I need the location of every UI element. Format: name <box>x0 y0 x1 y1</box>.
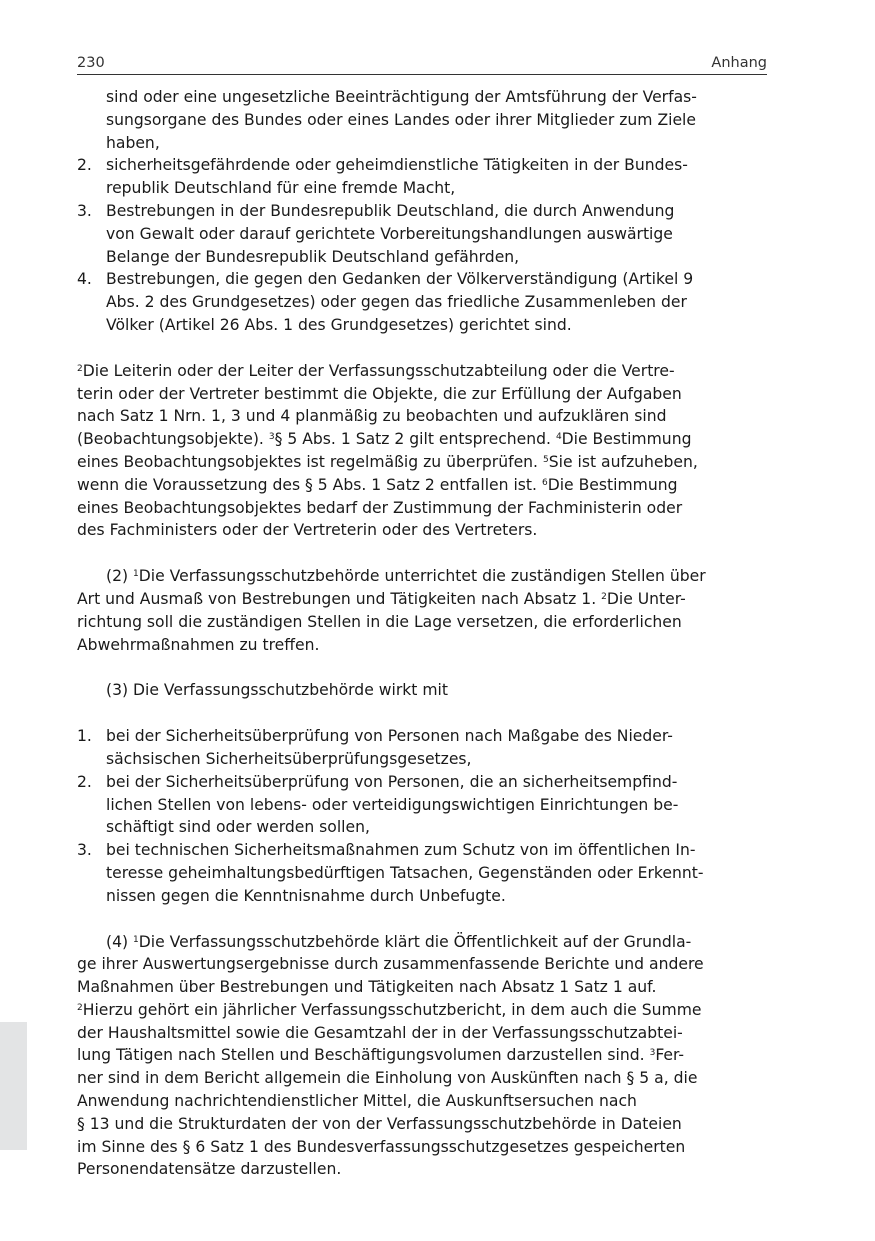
running-header <box>77 52 767 75</box>
list-item <box>77 839 767 862</box>
sentence-number: 1 <box>133 934 139 945</box>
paragraph-line: Personendatensätze darzustellen. <box>77 1160 342 1179</box>
sentence-number: 5 <box>542 454 549 465</box>
list-text-line: nissen gegen die Kenntnisnahme durch Unbefugte. <box>106 886 506 905</box>
section-title: Anhang <box>711 55 767 71</box>
paragraph-line: im Sinne des § 6 Satz 1 des Bundesverfassungsschutzgesetzes gespeicherten <box>77 1137 686 1156</box>
paragraph-line: wenn die Voraussetzung des § 5 Abs. 1 Satz 2 entfallen ist. <box>77 475 542 494</box>
paragraph-label: (2) <box>106 567 134 586</box>
paragraph-4 <box>77 931 767 1182</box>
sentence-number: 3 <box>268 432 275 443</box>
sentence-number: 4 <box>555 432 562 443</box>
paragraph-line: der Haushaltsmittel sowie die Gesamtzahl der in der Verfassungsschutzabtei- <box>77 1023 683 1042</box>
paragraph-line: Maßnahmen über Bestrebungen und Tätigkeiten nach Absatz 1 Satz 1 auf. <box>77 978 657 997</box>
list-item <box>77 268 767 291</box>
paragraph-line: § 13 und die Strukturdaten der von der Verfassungsschutzbehörde in Dateien <box>77 1114 682 1133</box>
list-item <box>77 200 767 223</box>
paragraph-line: Art und Ausmaß von Bestrebungen und Tätigkeiten nach Absatz 1. <box>77 589 602 608</box>
list-text-line: Völker (Artikel 26 Abs. 1 des Grundgesetzes) gerichtet sind. <box>106 315 572 334</box>
list-text-line: Belange der Bundesrepublik Deutschland gefährden, <box>106 247 520 266</box>
sentence-number: 1 <box>133 569 139 580</box>
paragraph-line: lung Tätigen nach Stellen und Beschäftigungsvolumen darzustellen sind. <box>77 1046 650 1065</box>
paragraph-line: (Beobachtungsobjekte). <box>77 430 269 449</box>
sentence-number: 3 <box>649 1048 656 1059</box>
paragraph-line: Die Bestimmung <box>547 475 678 494</box>
paragraph-line: Die Leiterin oder der Leiter der Verfassungsschutzabteilung oder die Vertre- <box>82 361 675 380</box>
paragraph-line: Sie ist aufzuheben, <box>548 452 698 471</box>
page-number: 230 <box>77 55 105 71</box>
list-number: 4. <box>77 270 92 289</box>
list-text-line: von Gewalt oder darauf gerichtete Vorbereitungshandlungen auswärtige <box>106 224 673 243</box>
list-text-line: sungsorgane des Bundes oder eines Landes oder ihrer Mitglieder zum Ziele <box>106 110 696 129</box>
numbered-list-continued <box>77 86 767 337</box>
paragraph-3 <box>77 679 767 907</box>
paragraph-line: Die Verfassungsschutzbehörde klärt die Öffentlichkeit auf der Grundla- <box>138 932 692 951</box>
paragraph-line: eines Beobachtungsobjektes bedarf der Zustimmung der Fachministerin oder <box>77 498 683 517</box>
paragraph-line: eines Beobachtungsobjektes ist regelmäßig zu überprüfen. <box>77 452 543 471</box>
paragraph-label: (4) <box>106 932 134 951</box>
list-text-line: lichen Stellen von lebens- oder verteidigungswichtigen Einrichtungen be- <box>106 795 679 814</box>
paragraph-line: Fer- <box>655 1046 685 1065</box>
sentence-number: 2 <box>601 591 607 602</box>
list-item <box>77 771 767 794</box>
sentence-number: 2 <box>77 363 83 374</box>
list-text-line: bei technischen Sicherheitsmaßnahmen zum Schutz von im öffentlichen In- <box>106 841 696 860</box>
paragraph-line: Anwendung nachrichtendienstlicher Mittel, die Auskunftsersuchen nach <box>77 1092 637 1111</box>
paragraph-intro: (3) Die Verfassungsschutzbehörde wirkt mit <box>106 681 448 700</box>
thumb-index-tab <box>0 1022 27 1150</box>
paragraph-line: § 5 Abs. 1 Satz 2 gilt entsprechend. <box>274 430 556 449</box>
paragraph-line: Abwehrmaßnahmen zu treffen. <box>77 635 320 654</box>
paragraph-line: ge ihrer Auswertungsergebnisse durch zusammenfassende Berichte und andere <box>77 955 704 974</box>
list-text-line: Bestrebungen, die gegen den Gedanken der Völkerverständigung (Artikel 9 <box>106 270 694 289</box>
paragraph-line: richtung soll die zuständigen Stellen in die Lage versetzen, die erforderlichen <box>77 612 682 631</box>
page-body <box>77 86 767 1181</box>
list-item <box>77 725 767 748</box>
list-text-line: sicherheitsgefährdende oder geheimdienstliche Tätigkeiten in der Bundes- <box>106 156 688 175</box>
list-text-line: Bestrebungen in der Bundesrepublik Deutschland, die durch Anwendung <box>106 201 675 220</box>
list-text-line: sächsischen Sicherheitsüberprüfungsgesetzes, <box>106 749 472 768</box>
sentence-number: 2 <box>77 1002 83 1013</box>
paragraph-line: Die Bestimmung <box>561 430 692 449</box>
list-item <box>77 154 767 177</box>
list-text-line: haben, <box>106 133 160 152</box>
list-text-line: Abs. 2 des Grundgesetzes) oder gegen das friedliche Zusammenleben der <box>106 293 687 312</box>
list-number: 2. <box>77 156 92 175</box>
sentence-number: 6 <box>541 477 548 488</box>
list-text-line: bei der Sicherheitsüberprüfung von Personen, die an sicherheitsempfind- <box>106 772 678 791</box>
list-text-line: republik Deutschland für eine fremde Macht, <box>106 179 456 198</box>
list-text-line: teresse geheimhaltungsbedürftigen Tatsachen, Gegenständen oder Erkennt- <box>106 863 704 882</box>
list-number: 2. <box>77 772 92 791</box>
paragraph-line: ner sind in dem Bericht allgemein die Einholung von Auskünften nach § 5 a, die <box>77 1069 698 1088</box>
paragraph-line: nach Satz 1 Nrn. 1, 3 und 4 planmäßig zu beobachten und aufzuklären sind <box>77 407 667 426</box>
list-text-line: schäftigt sind oder werden sollen, <box>106 818 370 837</box>
list-number: 3. <box>77 201 92 220</box>
list-number: 1. <box>77 727 92 746</box>
paragraph-line: Die Unter- <box>606 589 686 608</box>
paragraph-line: Hierzu gehört ein jährlicher Verfassungsschutzbericht, in dem auch die Summe <box>82 1000 702 1019</box>
paragraph-line: terin oder der Vertreter bestimmt die Objekte, die zur Erfüllung der Aufgaben <box>77 384 682 403</box>
paragraph-line: Die Verfassungsschutzbehörde unterrichtet die zuständigen Stellen über <box>138 567 706 586</box>
paragraph-line: des Fachministers oder der Vertreterin oder des Vertreters. <box>77 521 538 540</box>
paragraph-2 <box>77 565 767 656</box>
paragraph-sentence-2 <box>77 360 767 542</box>
list-number: 3. <box>77 841 92 860</box>
list-text-line: sind oder eine ungesetzliche Beeinträchtigung der Amtsführung der Verfas- <box>106 88 697 106</box>
list-text-line: bei der Sicherheitsüberprüfung von Personen nach Maßgabe des Nieder- <box>106 727 673 746</box>
